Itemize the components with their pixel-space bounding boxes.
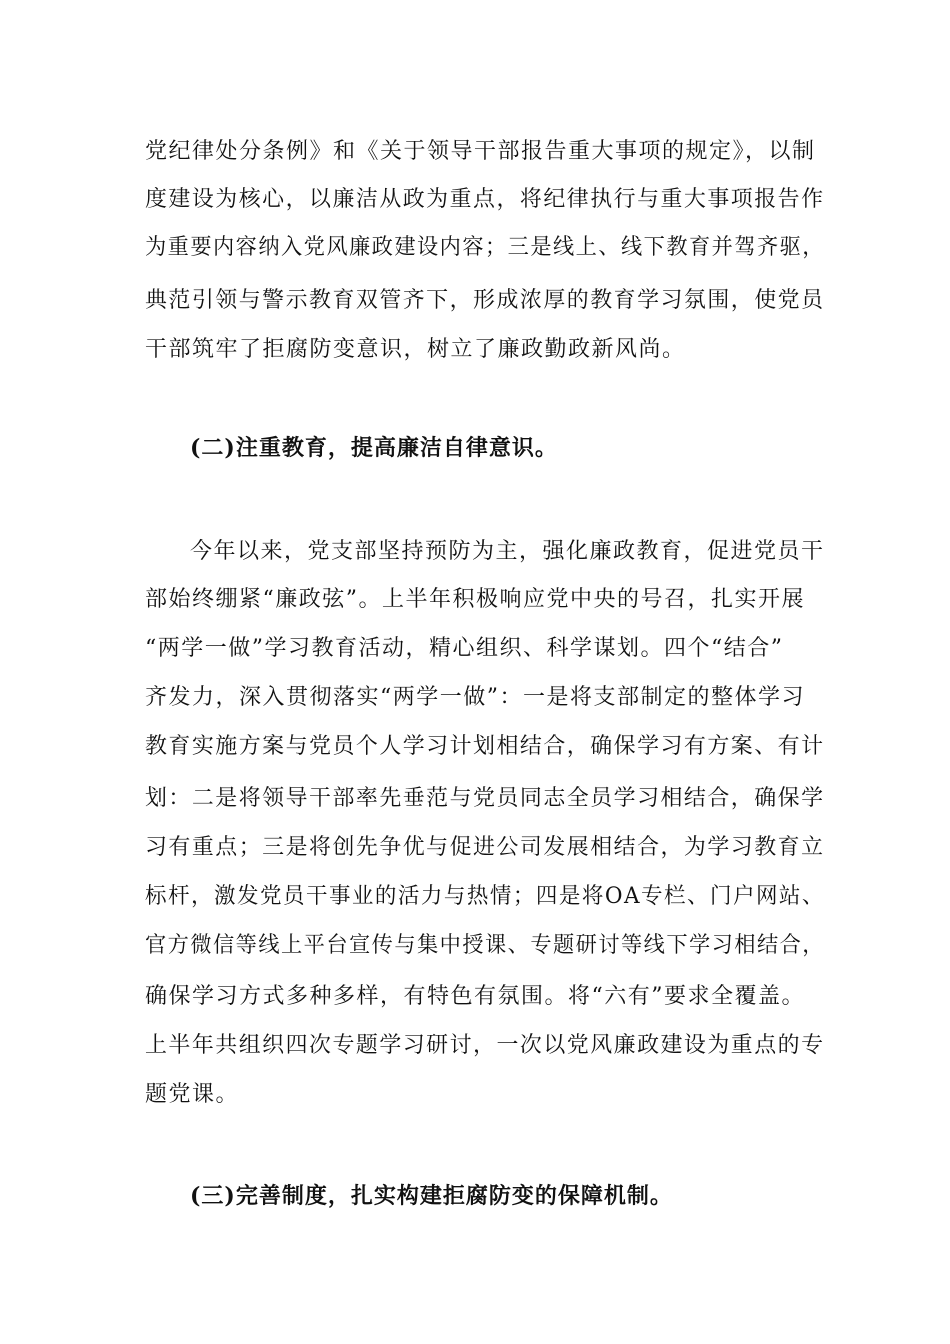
paragraph-2-line-8: 标杆，激发党员干事业的活力与热情；四是将OA专栏、门户网站、: [145, 884, 825, 909]
paragraph-1-line-2: 度建设为核心，以廉洁从政为重点，将纪律执行与重大事项报告作: [145, 187, 825, 212]
paragraph-1-line-5: 干部筑牢了拒腐防变意识，树立了廉政勤政新风尚。: [145, 337, 686, 362]
paragraph-2-line-12: 题党课。: [145, 1082, 240, 1107]
paragraph-2-line-9: 官方微信等线上平台宣传与集中授课、专题研讨等线下学习相结合，: [145, 933, 825, 958]
paragraph-2-line-4: 齐发力，深入贯彻落实“两学一做”：一是将支部制定的整体学习: [145, 685, 805, 710]
paragraph-2-line-3: “两学一做”学习教育活动，精心组织、科学谋划。四个“结合”: [145, 636, 784, 661]
paragraph-2-line-7: 习有重点；三是将创先争优与促进公司发展相结合，为学习教育立: [145, 835, 825, 860]
section-heading-3: (三)完善制度，扎实构建拒腐防变的保障机制。: [190, 1183, 673, 1209]
paragraph-2-line-1: 今年以来，党支部坚持预防为主，强化廉政教育，促进党员干: [190, 539, 825, 564]
paragraph-1-line-4: 典范引领与警示教育双管齐下，形成浓厚的教育学习氛围，使党员: [145, 288, 825, 313]
paragraph-1-line-3: 为重要内容纳入党风廉政建设内容；三是线上、线下教育并驾齐驱，: [145, 235, 825, 260]
paragraph-2-line-10: 确保学习方式多种多样，有特色有氛围。将“六有”要求全覆盖。: [145, 984, 805, 1009]
paragraph-2-line-2: 部始终绷紧“廉政弦”。上半年积极响应党中央的号召，扎实开展: [145, 587, 805, 612]
paragraph-2-line-11: 上半年共组织四次专题学习研讨，一次以党风廉政建设为重点的专: [145, 1033, 825, 1058]
paragraph-2-line-6: 划：二是将领导干部率先垂范与党员同志全员学习相结合，确保学: [145, 786, 825, 811]
section-heading-2: (二)注重教育，提高廉洁自律意识。: [190, 435, 558, 461]
paragraph-1-line-1: 党纪律处分条例》和《关于领导干部报告重大事项的规定》，以制: [145, 139, 816, 164]
paragraph-2-line-5: 教育实施方案与党员个人学习计划相结合，确保学习有方案、有计: [145, 734, 825, 759]
